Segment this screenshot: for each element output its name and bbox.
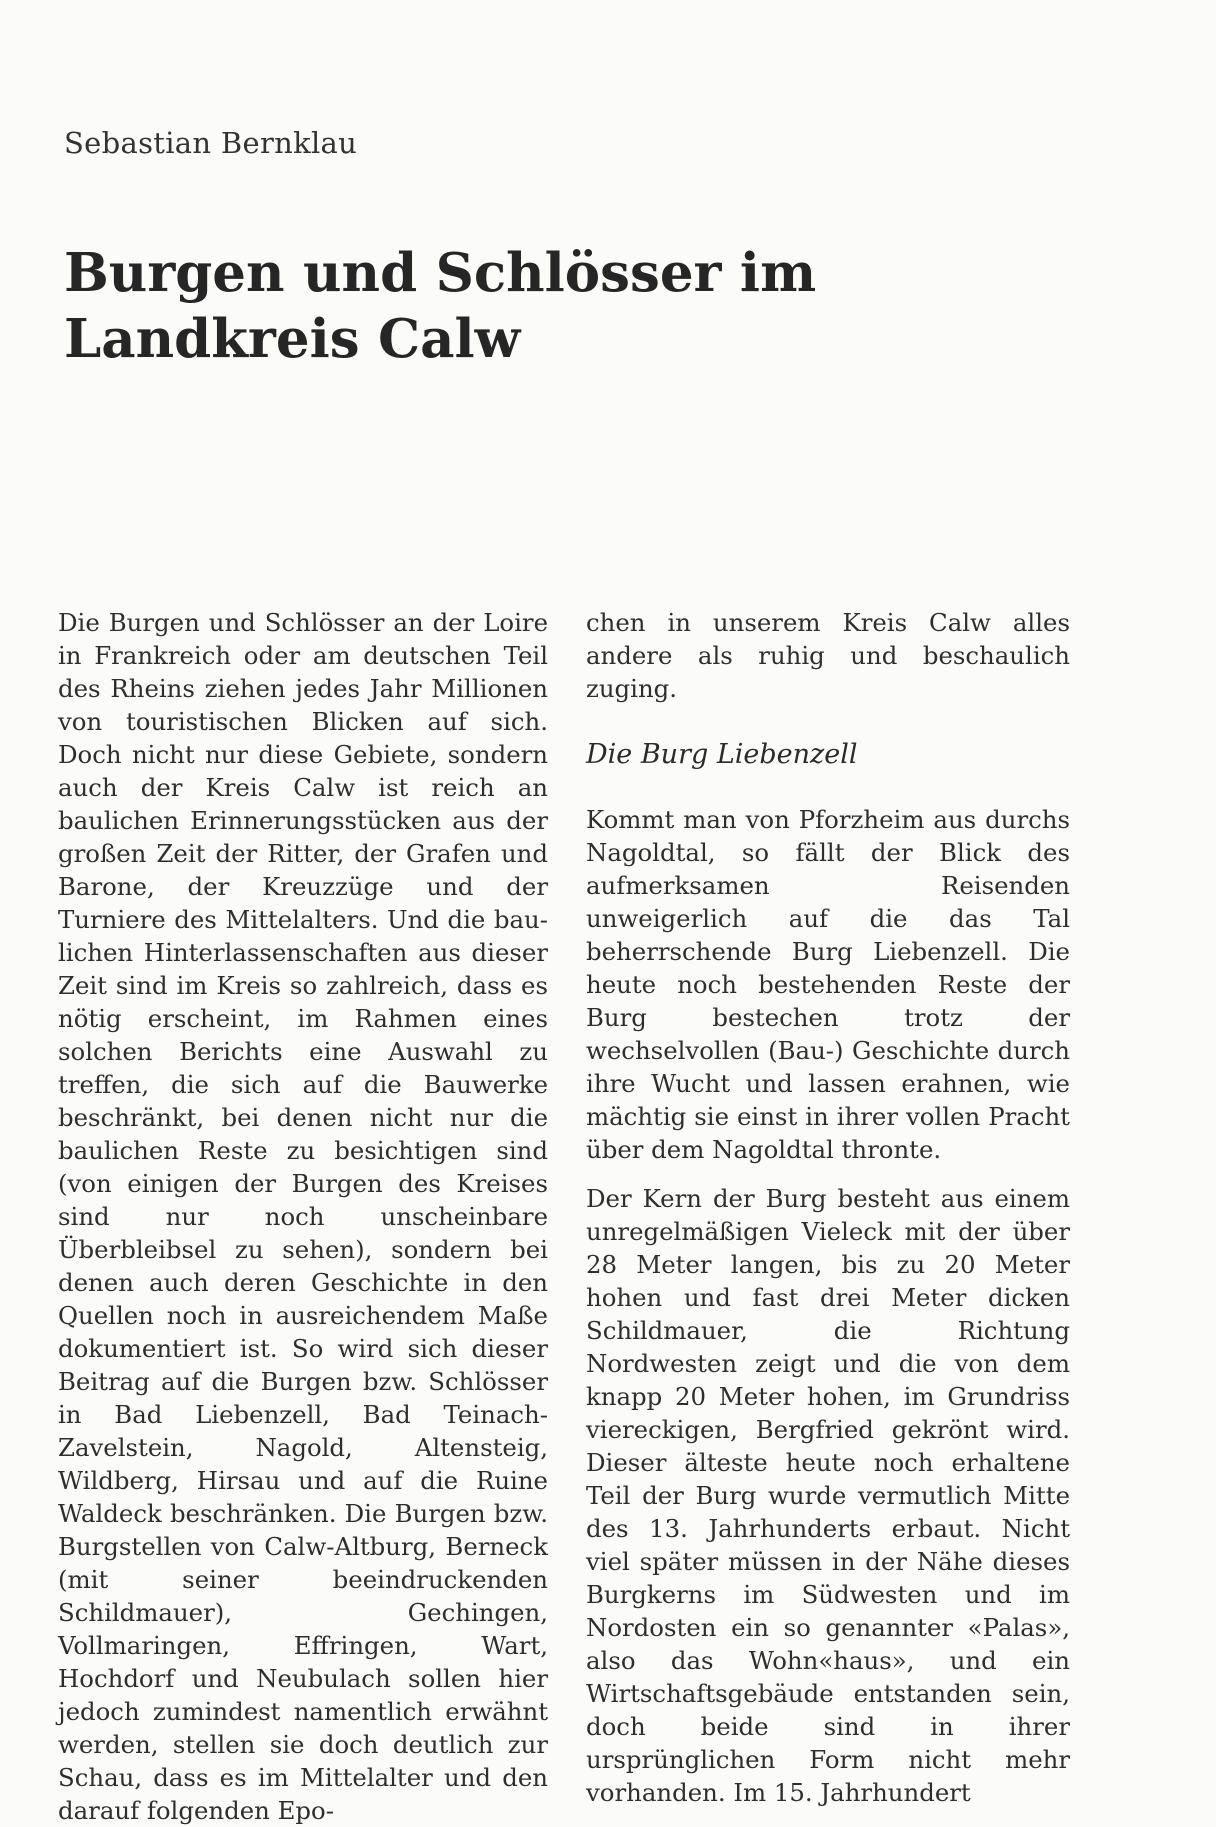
article-title: Burgen und Schlösser im Landkreis Calw xyxy=(64,242,817,370)
right-column-intro: chen in unserem Kreis Calw alles andere als ruhig und beschaulich zuging. xyxy=(586,608,1070,703)
right-column-paragraph-1: Kommt man von Pforzheim aus durchs Nagoldtal, so fällt der Blick des aufmerksamen Reisenden unweigerlich auf die das Tal beherrschende Burg Liebenzell. Die heute noch bestehenden Reste der Burg bestechen trotz der wechselvollen (Bau-) Geschichte durch ihre Wucht und lassen erahnen, wie mächtig sie einst in ihrer vollen Pracht über dem Nagoldtal thronte. xyxy=(586,805,1070,1164)
author-name: Sebastian Bernklau xyxy=(64,126,358,160)
right-column-paragraph-2: Der Kern der Burg besteht aus einem unregelmäßigen Vieleck mit der über 28 Meter langen, bis zu 20 Meter hohen und fast drei Meter dicken Schildmauer, die Richtung Nordwesten zeigt und die von dem knapp 20 Meter hohen, im Grundriss viereckigen, Bergfried gekrönt wird. Dieser älteste heute noch erhaltene Teil der Burg wurde vermutlich Mitte des 13. Jahrhunderts erbaut. Nicht viel später müssen in der Nähe dieses Burgkerns im Südwesten und im Nordosten ein so genannter «Palas», also das Wohn«haus», und ein Wirtschaftsgebäude entstanden sein, doch beide sind in ihrer ursprünglichen Form nicht mehr vorhanden. Im 15. Jahrhundert xyxy=(586,1184,1070,1807)
left-column-text: Die Burgen und Schlösser an der Loire in Frankreich oder am deutschen Teil des Rheins ziehen jedes Jahr Millionen von touristischen Blicken auf sich. Doch nicht nur diese Gebiete, sondern auch der Kreis Calw ist reich an baulichen Erinnerungsstücken aus der großen Zeit der Ritter, der Grafen und Barone, der Kreuzzüge und der Turniere des Mittelalters. Und die baulichen Hinterlassenschaften aus dieser Zeit sind im Kreis so zahlreich, dass es nötig erscheint, im Rahmen eines solchen Berichts eine Auswahl zu treffen, die sich auf die Bauwerke beschränkt, bei denen nicht nur die baulichen Reste zu besichtigen sind (von einigen der Burgen des Kreises sind nur noch unscheinbare Überbleibsel zu sehen), sondern bei denen auch deren Geschichte in den Quellen noch in ausreichendem Maße dokumentiert ist. So wird sich dieser Beitrag auf die Burgen bzw. Schlösser in Bad Liebenzell, Bad Teinach-Zavelstein, Nagold, Altensteig, Wildberg, Hirsau und auf die Ruine Waldeck beschränken. Die Burgen bzw. Burgstellen von Calw-Altburg, Berneck (mit seiner beeindruckenden Schildmauer), Gechingen, Vollmaringen, Effringen, Wart, Hochdorf und Neubulach sollen hier jedoch zumindest namentlich erwähnt werden, stellen sie doch deutlich zur Schau, dass es im Mittelalter und den darauf folgenden Epo- xyxy=(58,608,548,1825)
section-heading: Die Burg Liebenzell xyxy=(586,739,858,770)
left-column xyxy=(58,606,548,1827)
right-column xyxy=(586,606,1070,1809)
